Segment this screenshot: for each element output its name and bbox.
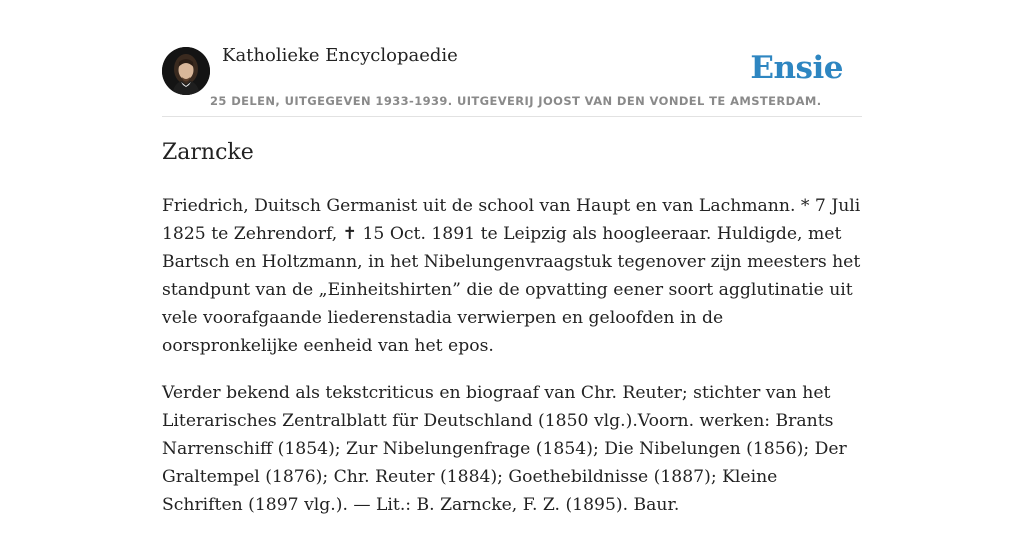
publication-subtitle: 25 DELEN, UITGEGEVEN 1933-1939. UITGEVERIJ JOOST VAN DEN VONDEL TE AMSTERDAM.: [210, 94, 822, 108]
publication-avatar[interactable]: [162, 47, 210, 95]
page: [162, 0, 862, 515]
portrait-icon: [162, 47, 210, 95]
brand-logo[interactable]: Ensie: [750, 50, 843, 86]
entry-body: [162, 192, 862, 538]
publication-title[interactable]: Katholieke Encyclopaedie: [222, 45, 458, 66]
entry-paragraph: Verder bekend als tekstcriticus en biograaf van Chr. Reuter; stichter van het Literarisches Zentralblatt für Deutschland (1850 vlg.).Voorn. werken: Brants Narrenschiff (1854); Zur Nibelungenfrage (1854); Die Nibelungen (1856); Der Graltempel (1876); Chr. Reuter (1884); Goethebildnisse (1887); Kleine Schriften (1897 vlg.). — Lit.: B. Zarncke, F. Z. (1895). Baur.: [162, 383, 847, 515]
entry-title: Zarncke: [162, 140, 254, 165]
site-header: [162, 0, 862, 117]
entry-paragraph: Friedrich, Duitsch Germanist uit de school van Haupt en van Lachmann. * 7 Juli 1825 te Zehrendorf, ✝ 15 Oct. 1891 te Leipzig als hoogleeraar. Huldigde, met Bartsch en Holtzmann, in het Nibelungenvraagstuk tegenover zijn meesters het standpunt van de „Einheitshirten” die de opvatting eener soort agglutinatie uit vele voorafgaande liederenstadia verwierpen en geloofden in de oorspronkelijke eenheid van het epos.: [162, 196, 861, 356]
